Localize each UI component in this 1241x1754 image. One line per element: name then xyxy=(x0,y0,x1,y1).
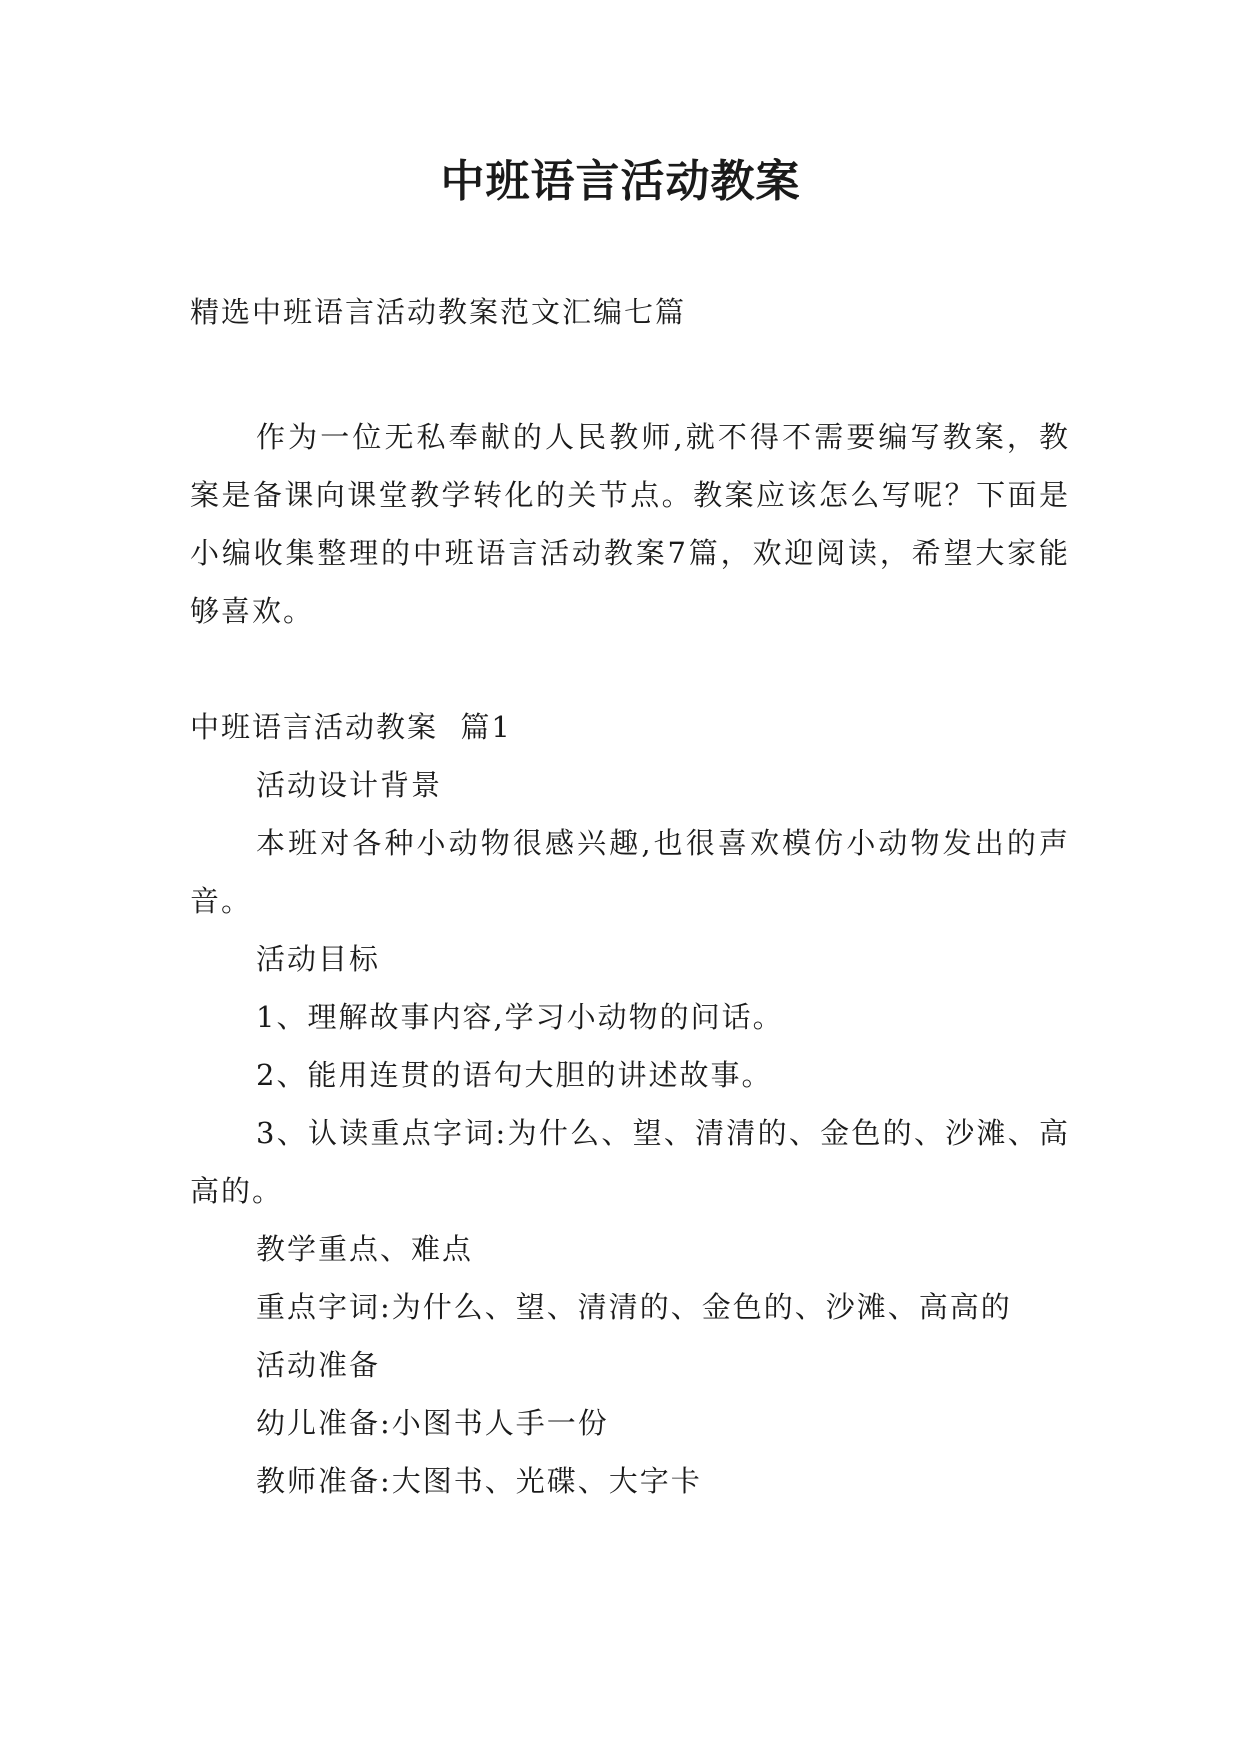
paragraph-background-text: 本班对各种小动物很感兴趣,也很喜欢模仿小动物发出的声音。 xyxy=(190,826,1070,918)
lesson-body xyxy=(190,698,1070,1510)
paragraph-key-points-heading: 教学重点、难点 xyxy=(256,1232,474,1266)
paragraph-goal-1: 1、理解故事内容,学习小动物的问话。 xyxy=(256,1000,784,1034)
paragraph-key-words: 重点字词:为什么、望、清清的、金色的、沙滩、高高的 xyxy=(256,1290,1012,1324)
paragraph-child-preparation: 幼儿准备:小图书人手一份 xyxy=(256,1406,609,1440)
intro-paragraph: 作为一位无私奉献的人民教师,就不得不需要编写教案，教案是备课向课堂教学转化的关节点。教案应该怎么写呢？下面是小编收集整理的中班语言活动教案7篇，欢迎阅读，希望大家能够喜欢。 xyxy=(190,420,1070,628)
document-subtitle: 精选中班语言活动教案范文汇编七篇 xyxy=(190,295,687,329)
paragraph-background-heading: 活动设计背景 xyxy=(256,768,443,802)
section-heading: 中班语言活动教案 篇1 xyxy=(190,710,512,744)
paragraph-goal-3: 3、认读重点字词:为什么、望、清清的、金色的、沙滩、高高的。 xyxy=(190,1116,1070,1208)
paragraph-goals-heading: 活动目标 xyxy=(256,942,381,976)
paragraph-goal-2: 2、能用连贯的语句大胆的讲述故事。 xyxy=(256,1058,773,1092)
page-title: 中班语言活动教案 xyxy=(440,156,801,207)
paragraph-teacher-preparation: 教师准备:大图书、光碟、大字卡 xyxy=(256,1464,702,1498)
paragraph-preparation-heading: 活动准备 xyxy=(256,1348,381,1382)
